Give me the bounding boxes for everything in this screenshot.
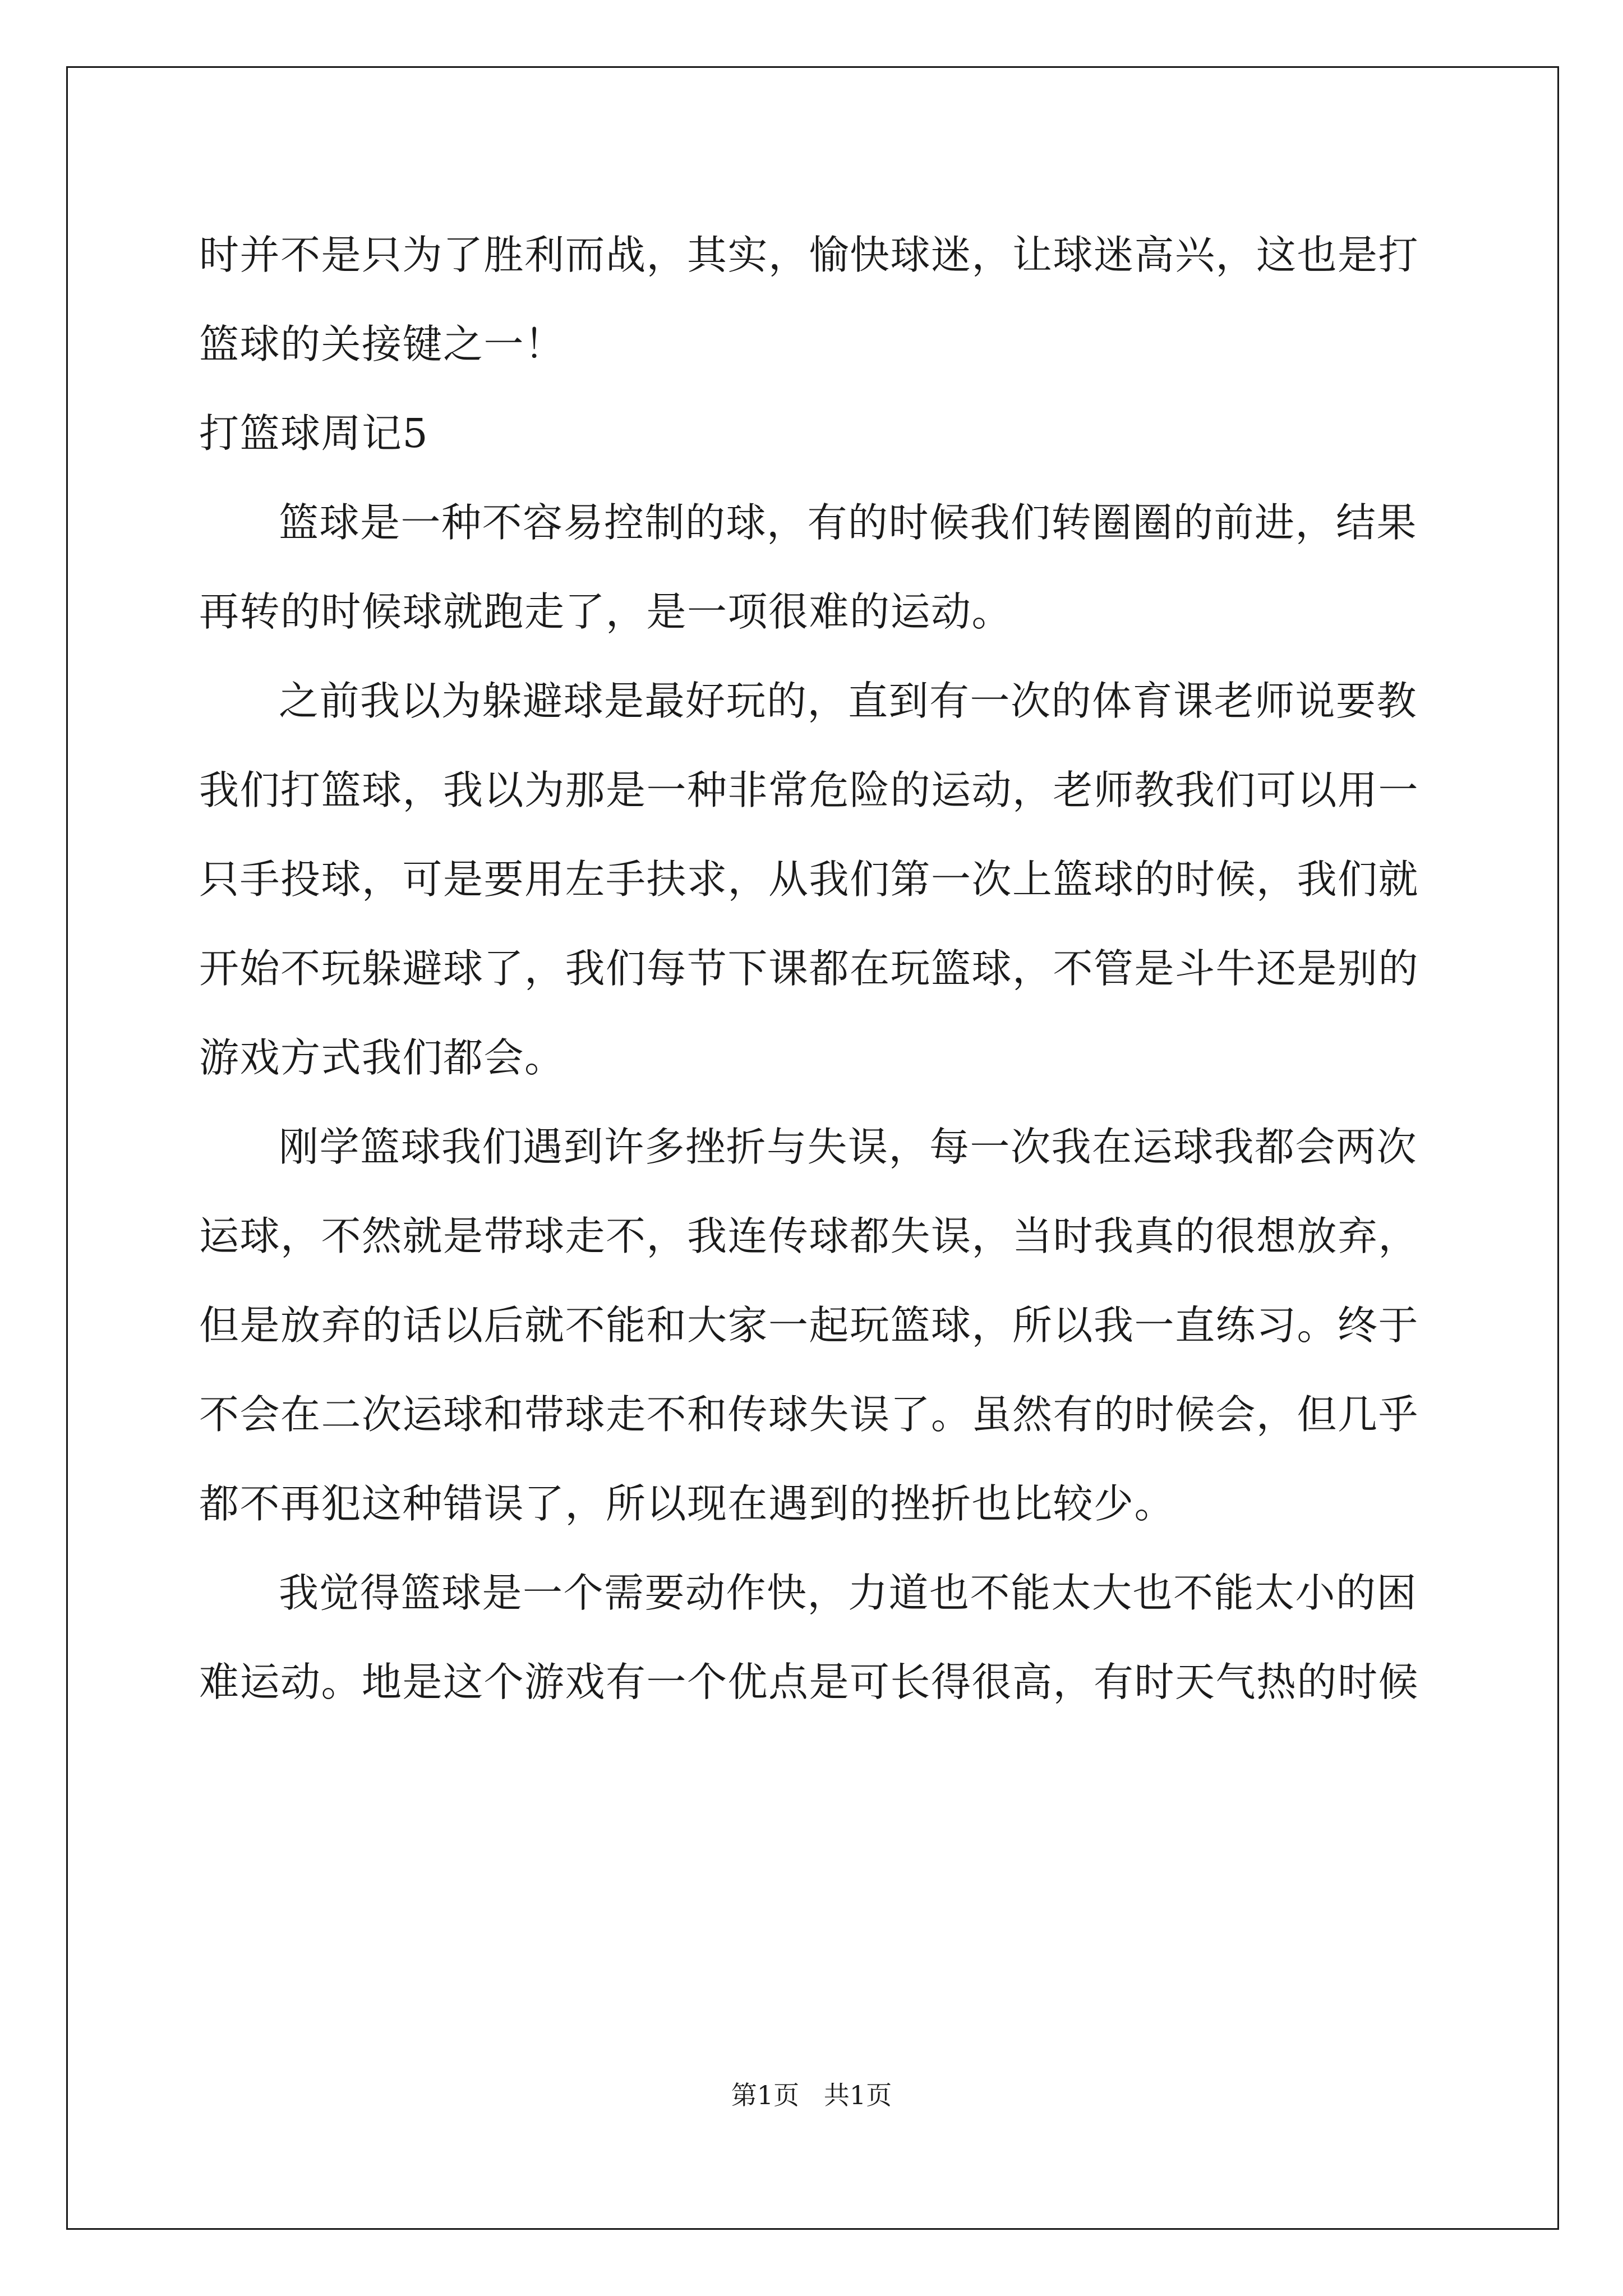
- text-line: 开始不玩躲避球了，我们每节下课都在玩篮球，不管是斗牛还是别的: [199, 945, 1419, 992]
- text-line: 不会在二次运球和带球走不和传球失误了。虽然有的时候会，但几乎: [199, 1391, 1419, 1438]
- heading-text: 打篮球周记5: [199, 410, 429, 457]
- paragraph-5: [199, 1548, 1419, 1727]
- page-footer: 第1页 共1页: [731, 2080, 892, 2110]
- text-line: 但是放弃的话以后就不能和大家一起玩篮球，所以我一直练习。终于: [199, 1302, 1419, 1349]
- text-line: 我们打篮球，我以为那是一种非常危险的运动，老师教我们可以用一: [199, 767, 1419, 813]
- text-line: 我觉得篮球是一个需要动作快，力道也不能太大也不能太小的困: [279, 1570, 1418, 1616]
- document-body: [199, 210, 1419, 1727]
- text-line: 难运动。地是这个游戏有一个优点是可长得很高，有时天气热的时候: [199, 1659, 1419, 1705]
- text-line: 时并不是只为了胜利而战，其实，愉快球迷，让球迷高兴，这也是打: [199, 232, 1419, 278]
- text-line: 运球，不然就是带球走不，我连传球都失误，当时我真的很想放弃，: [199, 1213, 1419, 1259]
- text-line: 篮球的关接键之一！: [199, 321, 565, 367]
- text-line: 都不再犯这种错误了，所以现在遇到的挫折也比较少。: [199, 1480, 1175, 1527]
- text-line: 再转的时候球就跑走了，是一项很难的运动。: [199, 588, 1013, 635]
- text-line: 只手投球，可是要用左手扶求，从我们第一次上篮球的时候，我们就: [199, 856, 1419, 903]
- text-line: 刚学篮球我们遇到许多挫折与失误，每一次我在运球我都会两次: [279, 1124, 1418, 1170]
- text-line: 游戏方式我们都会。: [199, 1034, 565, 1081]
- paragraph-4: [199, 1102, 1419, 1548]
- text-line: 篮球是一种不容易控制的球，有的时候我们转圈圈的前进，结果: [279, 499, 1418, 546]
- text-line: 之前我以为躲避球是最好玩的，直到有一次的体育课老师说要教: [279, 678, 1418, 724]
- paragraph-2: [199, 478, 1419, 656]
- paragraph-3: [199, 656, 1419, 1102]
- section-heading: [199, 389, 1419, 478]
- paragraph-1: [199, 210, 1419, 389]
